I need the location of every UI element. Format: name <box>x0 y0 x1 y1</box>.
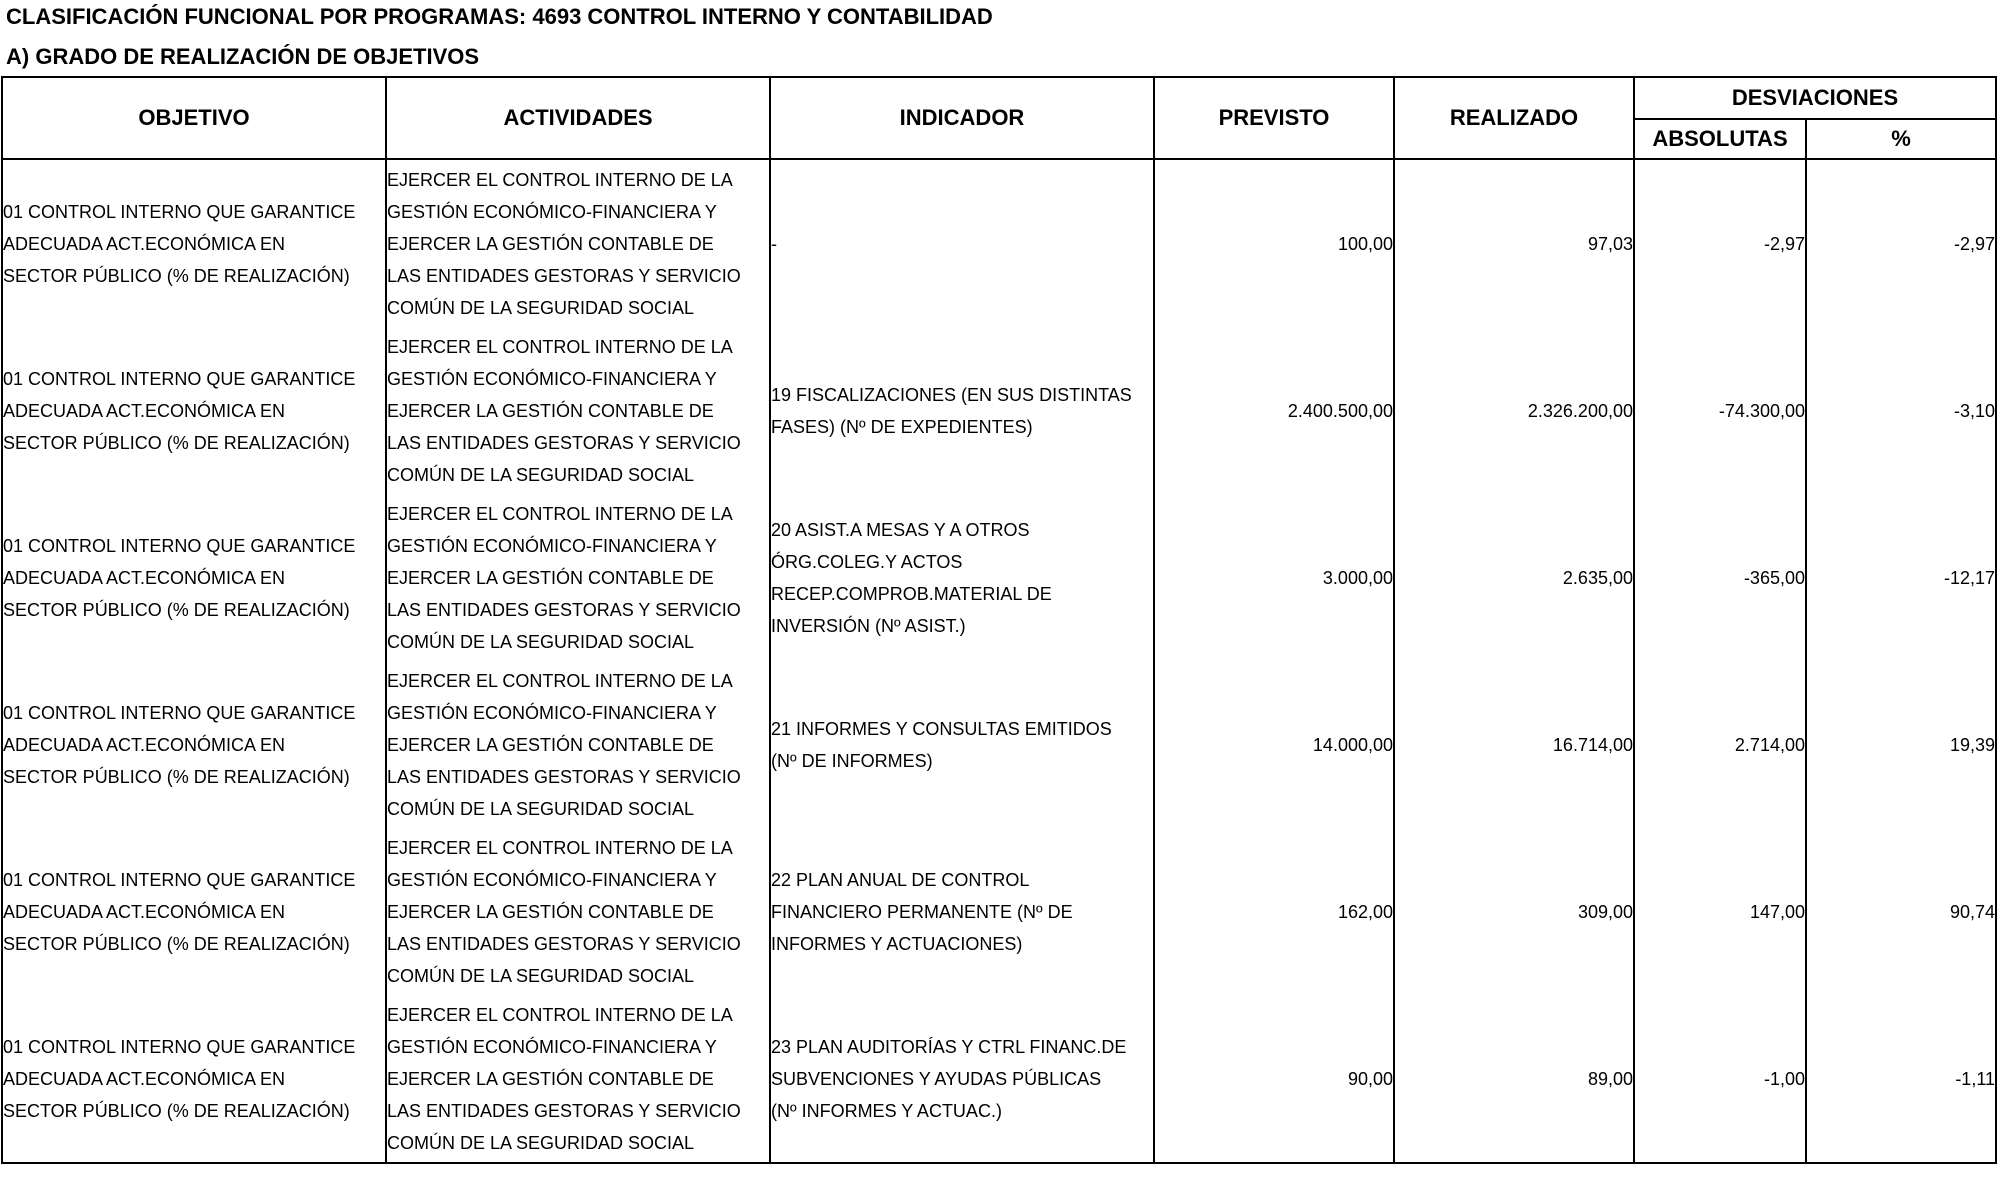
table-body <box>2 159 1996 1163</box>
actividades-cell-line: EJERCER EL CONTROL INTERNO DE LA <box>387 503 733 524</box>
absolutas-cell: -2,97 <box>1634 159 1806 327</box>
objetivo-cell-line: 01 CONTROL INTERNO QUE GARANTICE <box>3 869 356 890</box>
col-header-objetivo: OBJETIVO <box>2 77 386 159</box>
actividades-cell <box>386 828 770 995</box>
actividades-cell-line: EJERCER EL CONTROL INTERNO DE LA <box>387 670 733 691</box>
absolutas-cell: -1,00 <box>1634 995 1806 1163</box>
objetivo-cell-line: 01 CONTROL INTERNO QUE GARANTICE <box>3 201 356 222</box>
indicador-cell-line: INVERSIÓN (Nº ASIST.) <box>771 615 966 636</box>
table-row <box>2 159 1996 327</box>
objetivo-cell <box>2 661 386 828</box>
actividades-cell-line: GESTIÓN ECONÓMICO-FINANCIERA Y <box>387 201 717 222</box>
objetivo-cell-line: ADECUADA ACT.ECONÓMICA EN <box>3 1068 286 1089</box>
actividades-cell-line: GESTIÓN ECONÓMICO-FINANCIERA Y <box>387 1036 717 1057</box>
objetivo-cell <box>2 995 386 1163</box>
indicador-cell <box>770 995 1154 1163</box>
actividades-cell <box>386 661 770 828</box>
actividades-cell-line: EJERCER EL CONTROL INTERNO DE LA <box>387 837 733 858</box>
previsto-cell: 162,00 <box>1154 828 1394 995</box>
objetivo-cell-line: SECTOR PÚBLICO (% DE REALIZACIÓN) <box>3 265 350 286</box>
indicador-cell-line: 21 INFORMES Y CONSULTAS EMITIDOS <box>771 718 1112 739</box>
actividades-cell-line: EJERCER LA GESTIÓN CONTABLE DE <box>387 400 714 421</box>
indicador-cell-line: 19 FISCALIZACIONES (EN SUS DISTINTAS <box>771 384 1132 405</box>
actividades-cell-line: LAS ENTIDADES GESTORAS Y SERVICIO <box>387 766 741 787</box>
table-row <box>2 995 1996 1163</box>
indicador-cell-line: 22 PLAN ANUAL DE CONTROL <box>771 869 1030 890</box>
objetivo-cell-line: 01 CONTROL INTERNO QUE GARANTICE <box>3 702 356 723</box>
page-title: CLASIFICACIÓN FUNCIONAL POR PROGRAMAS: 4693 CONTROL INTERNO Y CONTABILIDAD <box>6 4 993 29</box>
actividades-cell <box>386 327 770 494</box>
actividades-cell-line: LAS ENTIDADES GESTORAS Y SERVICIO <box>387 432 741 453</box>
actividades-cell <box>386 494 770 661</box>
objetivo-cell-line: 01 CONTROL INTERNO QUE GARANTICE <box>3 368 356 389</box>
realizado-cell: 16.714,00 <box>1394 661 1634 828</box>
previsto-cell: 100,00 <box>1154 159 1394 327</box>
indicador-cell-line: ÓRG.COLEG.Y ACTOS <box>771 551 963 572</box>
indicador-cell <box>770 494 1154 661</box>
indicador-cell <box>770 828 1154 995</box>
actividades-cell-line: GESTIÓN ECONÓMICO-FINANCIERA Y <box>387 869 717 890</box>
indicador-cell-line: 20 ASIST.A MESAS Y A OTROS <box>771 519 1030 540</box>
objetivo-cell-line: SECTOR PÚBLICO (% DE REALIZACIÓN) <box>3 1100 350 1121</box>
table-row <box>2 327 1996 494</box>
porcentaje-cell: -3,10 <box>1806 327 1996 494</box>
realizado-cell: 89,00 <box>1394 995 1634 1163</box>
actividades-cell-line: LAS ENTIDADES GESTORAS Y SERVICIO <box>387 933 741 954</box>
objetivo-cell-line: SECTOR PÚBLICO (% DE REALIZACIÓN) <box>3 599 350 620</box>
previsto-cell: 14.000,00 <box>1154 661 1394 828</box>
realizado-cell: 2.326.200,00 <box>1394 327 1634 494</box>
indicador-cell-line: - <box>771 233 777 254</box>
actividades-cell-line: LAS ENTIDADES GESTORAS Y SERVICIO <box>387 599 741 620</box>
col-header-desviaciones: DESVIACIONES <box>1634 77 1996 119</box>
objetivo-cell-line: 01 CONTROL INTERNO QUE GARANTICE <box>3 535 356 556</box>
porcentaje-cell: -2,97 <box>1806 159 1996 327</box>
objetivo-cell-line: ADECUADA ACT.ECONÓMICA EN <box>3 567 286 588</box>
actividades-cell-line: GESTIÓN ECONÓMICO-FINANCIERA Y <box>387 368 717 389</box>
objetivo-cell-line: SECTOR PÚBLICO (% DE REALIZACIÓN) <box>3 766 350 787</box>
objetivo-cell-line: ADECUADA ACT.ECONÓMICA EN <box>3 400 286 421</box>
indicador-cell-line: INFORMES Y ACTUACIONES) <box>771 933 1023 954</box>
actividades-cell-line: GESTIÓN ECONÓMICO-FINANCIERA Y <box>387 535 717 556</box>
objetivo-cell <box>2 494 386 661</box>
indicador-cell-line: (Nº INFORMES Y ACTUAC.) <box>771 1100 1002 1121</box>
actividades-cell-line: LAS ENTIDADES GESTORAS Y SERVICIO <box>387 1100 741 1121</box>
indicador-cell-line: 23 PLAN AUDITORÍAS Y CTRL FINANC.DE <box>771 1036 1127 1057</box>
actividades-cell-line: COMÚN DE LA SEGURIDAD SOCIAL <box>387 965 695 986</box>
actividades-cell-line: LAS ENTIDADES GESTORAS Y SERVICIO <box>387 265 741 286</box>
porcentaje-cell: 19,39 <box>1806 661 1996 828</box>
col-header-porcentaje: % <box>1806 119 1996 159</box>
col-header-absolutas: ABSOLUTAS <box>1634 119 1806 159</box>
indicador-cell-line: FINANCIERO PERMANENTE (Nº DE <box>771 901 1073 922</box>
objetivo-cell-line: ADECUADA ACT.ECONÓMICA EN <box>3 233 286 254</box>
objetivo-cell <box>2 828 386 995</box>
indicador-cell <box>770 661 1154 828</box>
actividades-cell-line: EJERCER LA GESTIÓN CONTABLE DE <box>387 233 714 254</box>
actividades-cell-line: COMÚN DE LA SEGURIDAD SOCIAL <box>387 464 695 485</box>
previsto-cell: 90,00 <box>1154 995 1394 1163</box>
objetivo-cell <box>2 327 386 494</box>
realizado-cell: 2.635,00 <box>1394 494 1634 661</box>
indicador-cell <box>770 159 1154 327</box>
section-title: A) GRADO DE REALIZACIÓN DE OBJETIVOS <box>6 44 480 69</box>
actividades-cell-line: COMÚN DE LA SEGURIDAD SOCIAL <box>387 297 695 318</box>
actividades-cell-line: EJERCER LA GESTIÓN CONTABLE DE <box>387 901 714 922</box>
actividades-cell-line: EJERCER EL CONTROL INTERNO DE LA <box>387 336 733 357</box>
actividades-cell-line: COMÚN DE LA SEGURIDAD SOCIAL <box>387 631 695 652</box>
indicador-cell-line: FASES) (Nº DE EXPEDIENTES) <box>771 416 1033 437</box>
porcentaje-cell: -12,17 <box>1806 494 1996 661</box>
actividades-cell-line: GESTIÓN ECONÓMICO-FINANCIERA Y <box>387 702 717 723</box>
absolutas-cell: -365,00 <box>1634 494 1806 661</box>
absolutas-cell: 2.714,00 <box>1634 661 1806 828</box>
objetivo-cell <box>2 159 386 327</box>
col-header-realizado: REALIZADO <box>1394 77 1634 159</box>
indicador-cell-line: RECEP.COMPROB.MATERIAL DE <box>771 583 1052 604</box>
indicador-cell-line: SUBVENCIONES Y AYUDAS PÚBLICAS <box>771 1068 1102 1089</box>
col-header-indicador: INDICADOR <box>770 77 1154 159</box>
actividades-cell-line: EJERCER LA GESTIÓN CONTABLE DE <box>387 734 714 755</box>
table-row <box>2 494 1996 661</box>
actividades-cell-line: EJERCER EL CONTROL INTERNO DE LA <box>387 169 733 190</box>
previsto-cell: 3.000,00 <box>1154 494 1394 661</box>
actividades-cell-line: EJERCER EL CONTROL INTERNO DE LA <box>387 1004 733 1025</box>
indicador-cell-line: (Nº DE INFORMES) <box>771 750 933 771</box>
actividades-cell <box>386 159 770 327</box>
col-header-previsto: PREVISTO <box>1154 77 1394 159</box>
objetivo-cell-line: ADECUADA ACT.ECONÓMICA EN <box>3 734 286 755</box>
porcentaje-cell: -1,11 <box>1806 995 1996 1163</box>
objetivo-cell-line: SECTOR PÚBLICO (% DE REALIZACIÓN) <box>3 933 350 954</box>
previsto-cell: 2.400.500,00 <box>1154 327 1394 494</box>
actividades-cell-line: COMÚN DE LA SEGURIDAD SOCIAL <box>387 1132 695 1153</box>
indicador-cell <box>770 327 1154 494</box>
absolutas-cell: 147,00 <box>1634 828 1806 995</box>
objetivo-cell-line: ADECUADA ACT.ECONÓMICA EN <box>3 901 286 922</box>
actividades-cell-line: EJERCER LA GESTIÓN CONTABLE DE <box>387 567 714 588</box>
actividades-cell <box>386 995 770 1163</box>
realizado-cell: 97,03 <box>1394 159 1634 327</box>
absolutas-cell: -74.300,00 <box>1634 327 1806 494</box>
actividades-cell-line: COMÚN DE LA SEGURIDAD SOCIAL <box>387 798 695 819</box>
table-row <box>2 828 1996 995</box>
table-row <box>2 661 1996 828</box>
col-header-actividades: ACTIVIDADES <box>386 77 770 159</box>
objetivo-cell-line: 01 CONTROL INTERNO QUE GARANTICE <box>3 1036 356 1057</box>
realizado-cell: 309,00 <box>1394 828 1634 995</box>
actividades-cell-line: EJERCER LA GESTIÓN CONTABLE DE <box>387 1068 714 1089</box>
porcentaje-cell: 90,74 <box>1806 828 1996 995</box>
objetivo-cell-line: SECTOR PÚBLICO (% DE REALIZACIÓN) <box>3 432 350 453</box>
objectives-table <box>1 76 1997 1164</box>
